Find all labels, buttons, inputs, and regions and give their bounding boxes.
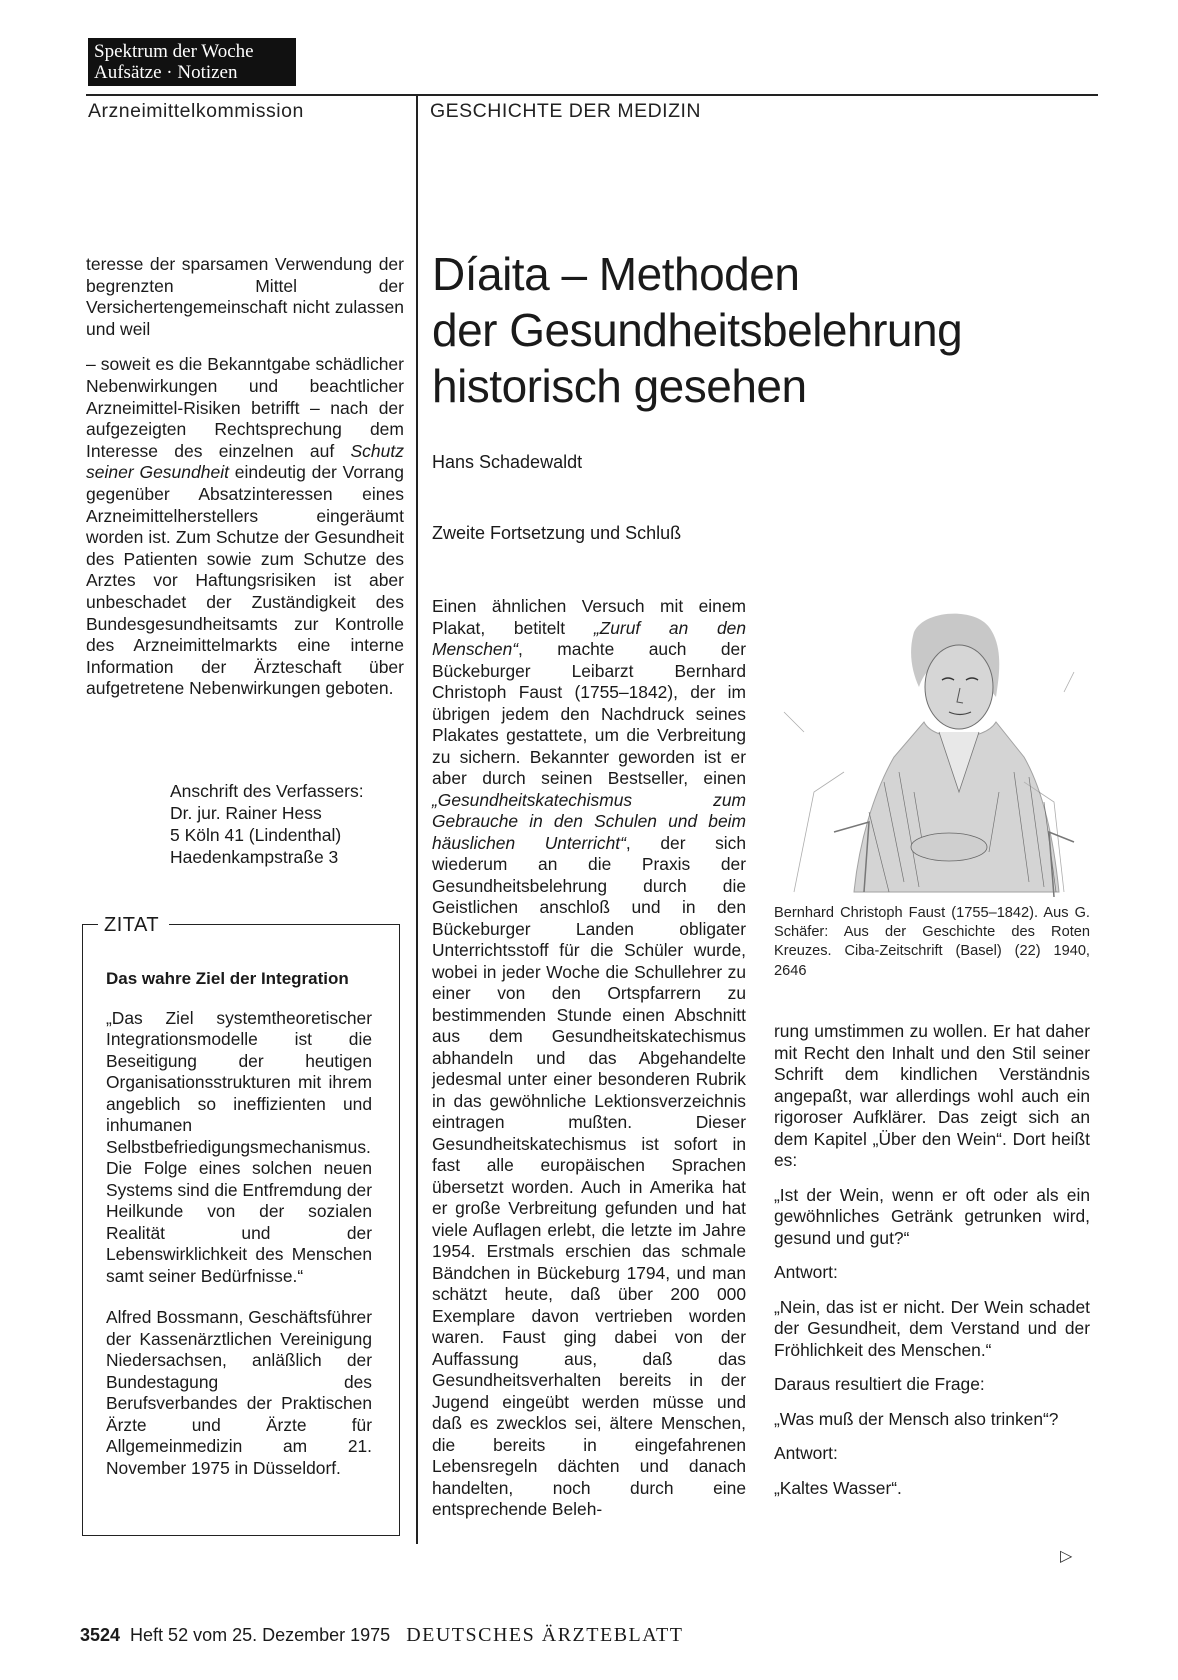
masthead bbox=[88, 38, 296, 86]
page-number: 3524 bbox=[80, 1625, 121, 1645]
masthead-line2: Aufsätze · Notizen bbox=[94, 62, 238, 83]
right-paragraph-1: rung umstimmen zu wollen. Er hat daher mit Recht den Inhalt und den Stil seiner Schrift dem kindlichen Verständnis angepaßt, war allerdings wohl auch ein rigoroser Aufklärer. Das zeigt sich an dem Kapitel „Über den Wein“. Dort heißt es: bbox=[774, 1021, 1090, 1170]
left-paragraph-1: teresse der sparsamen Verwendung der begrenzten Mittel der Versichertengemeinschaft nicht zulassen und weil bbox=[86, 254, 404, 339]
address-line3: 5 Köln 41 (Lindenthal) bbox=[170, 825, 342, 845]
quote-source: Alfred Bossmann, Geschäftsführer der Kassenärztlichen Vereinigung Niedersachsen, anläßlich der Bundestagung des Berufsverbandes der Praktischen Ärzte und Ärzte für Allgemeinmedizin am 21. November 1975 in Düsseldorf. bbox=[106, 1307, 372, 1478]
continue-arrow-icon: ▷ bbox=[1060, 1548, 1073, 1565]
right-paragraph-3: Antwort: bbox=[774, 1262, 838, 1282]
section-label-left: Arzneimittelkommission bbox=[88, 100, 304, 122]
header-rule bbox=[86, 94, 1098, 96]
address-line2: Dr. jur. Rainer Hess bbox=[170, 803, 322, 823]
quote-box-content bbox=[106, 968, 372, 1499]
right-paragraph-7: Antwort: bbox=[774, 1443, 838, 1463]
title-line1: Díaita – Methoden bbox=[432, 248, 800, 300]
address-line4: Haedenkampstraße 3 bbox=[170, 847, 339, 867]
middle-column: Einen ähnlichen Versuch mit einem Plakat, betitelt „Zuruf an den Menschen“, machte auch der Bückeburger Leibarzt Bernhard Christoph Faust (1755–1842), der im übrigen jedem den Nachdruck seines Plakates gestattete, um die Verbreitung zu sichern. Bekannter geworden ist er aber durch seinen Bestseller, einen „Gesundheitskatechismus zum Gebrauche in den Schulen und beim häuslichen Unterricht“, der sich wiederum an die Praxis der Gesundheitsbelehrung durch die Geistlichen anschloß und in den Bückeburger Landen obligater Unterrichtsstoff für die Schüler wurde, wobei in jeder Woche die Schullehrer zu einer von den Ortspfarrern zu bestimmenden Stunde einen Abschnitt aus dem Gesundheitskatechismus abhandeln und das Abgehandelte jedesmal unter einer besonderen Rubrik in das gewöhnliche Lektionsverzeichnis eintragen mußten. Dieser Gesundheitskatechismus ist sofort in fast alle europäischen Sprachen übersetzt worden. Auch in Amerika hat er große Verbreitung gefunden und hat viele Auflagen erlebt, die letzte im Jahre 1954. Erstmals erschien das schmale Bändchen in Bückeburg 1794, und man schätzt heute, daß über 200 000 Exemplare davon vertrieben worden waren. Faust ging dabei von der Auffassung aus, daß das Gesundheitsverhalten bereits in der Jugend eingeübt werden müsse und daß es zwecklos sei, ältere Menschen, die bereits in eingefahrenen Lebensregeln dächten und danach handelten, noch durch eine entsprechende Beleh- bbox=[432, 596, 746, 1519]
article-author: Hans Schadewaldt bbox=[432, 452, 583, 472]
portrait-image bbox=[774, 592, 1088, 899]
address-line1: Anschrift des Verfassers: bbox=[170, 781, 364, 801]
article-subtitle: Zweite Fortsetzung und Schluß bbox=[432, 523, 682, 543]
right-paragraph-8: „Kaltes Wasser“. bbox=[774, 1477, 902, 1498]
right-paragraph-6: „Was muß der Mensch also trinken“? bbox=[774, 1408, 1059, 1429]
section-label-right: GESCHICHTE DER MEDIZIN bbox=[430, 100, 702, 122]
title-line2: der Gesundheitsbelehrung bbox=[432, 304, 963, 356]
author-address bbox=[170, 780, 364, 868]
right-column bbox=[774, 1021, 1090, 1512]
masthead-line1: Spektrum der Woche bbox=[94, 41, 254, 62]
quote-text: „Das Ziel systemtheoretischer Integrationsmodelle ist die Beseitigung der heutigen Organisationsstrukturen mit ihrem angeblich so ineffizienten und inhumanen Selbstbefriedigungsmechanismus. Die Folge eines solchen neuen Systems sind die Entfremdung der Heilkunde von der sozialen Realität und der Lebenswirklichkeit des Menschen samt seiner Bedürfnisse.“ bbox=[106, 1007, 372, 1286]
issue-info: Heft 52 vom 25. Dezember 1975 bbox=[130, 1625, 391, 1645]
magazine-name: DEUTSCHES ÄRZTEBLATT bbox=[406, 1624, 684, 1646]
left-column bbox=[86, 254, 404, 700]
title-line3: historisch gesehen bbox=[432, 360, 807, 412]
left-paragraph-2: – soweit es die Bekanntgabe schädlicher Nebenwirkungen und beachtlicher Arzneimittel-Risiken betrifft – nach der aufgezeigten Rechtsprechung dem Interesse des einzelnen auf Schutz seiner Gesundheit eindeutig der Vorrang gegenüber Absatzinteressen eines Arzneimittelherstellers eingeräumt worden ist. Zum Schutze der Gesundheit des Patienten sowie zum Schutze des Arztes vor Haftungsrisiken ist aber unbeschadet der Zuständigkeit des Bundesgesundheitsamts zur Kontrolle des Arzneimittelmarkts eine interne Information der Ärzteschaft über aufgetretene Nebenwirkungen geboten. bbox=[86, 354, 404, 699]
quote-heading: Das wahre Ziel der Integration bbox=[106, 969, 349, 988]
right-paragraph-2: „Ist der Wein, wenn er oft oder als ein gewöhnliches Getränk getrunken wird, gesund und gut?“ bbox=[774, 1184, 1090, 1248]
image-caption: Bernhard Christoph Faust (1755–1842). Aus G. Schäfer: Aus der Geschichte des Roten Kreuzes. Ciba-Zeitschrift (Basel) (22) 1940, 2646 bbox=[774, 905, 1090, 979]
column-divider bbox=[416, 94, 418, 1544]
page-footer bbox=[80, 1624, 683, 1647]
quote-box-label: ZITAT bbox=[98, 914, 169, 937]
article-title bbox=[432, 246, 1072, 414]
right-paragraph-4: „Nein, das ist er nicht. Der Wein schadet der Gesundheit, dem Verstand und der Fröhlichkeit des Menschen.“ bbox=[774, 1296, 1090, 1360]
right-paragraph-5: Daraus resultiert die Frage: bbox=[774, 1374, 985, 1394]
